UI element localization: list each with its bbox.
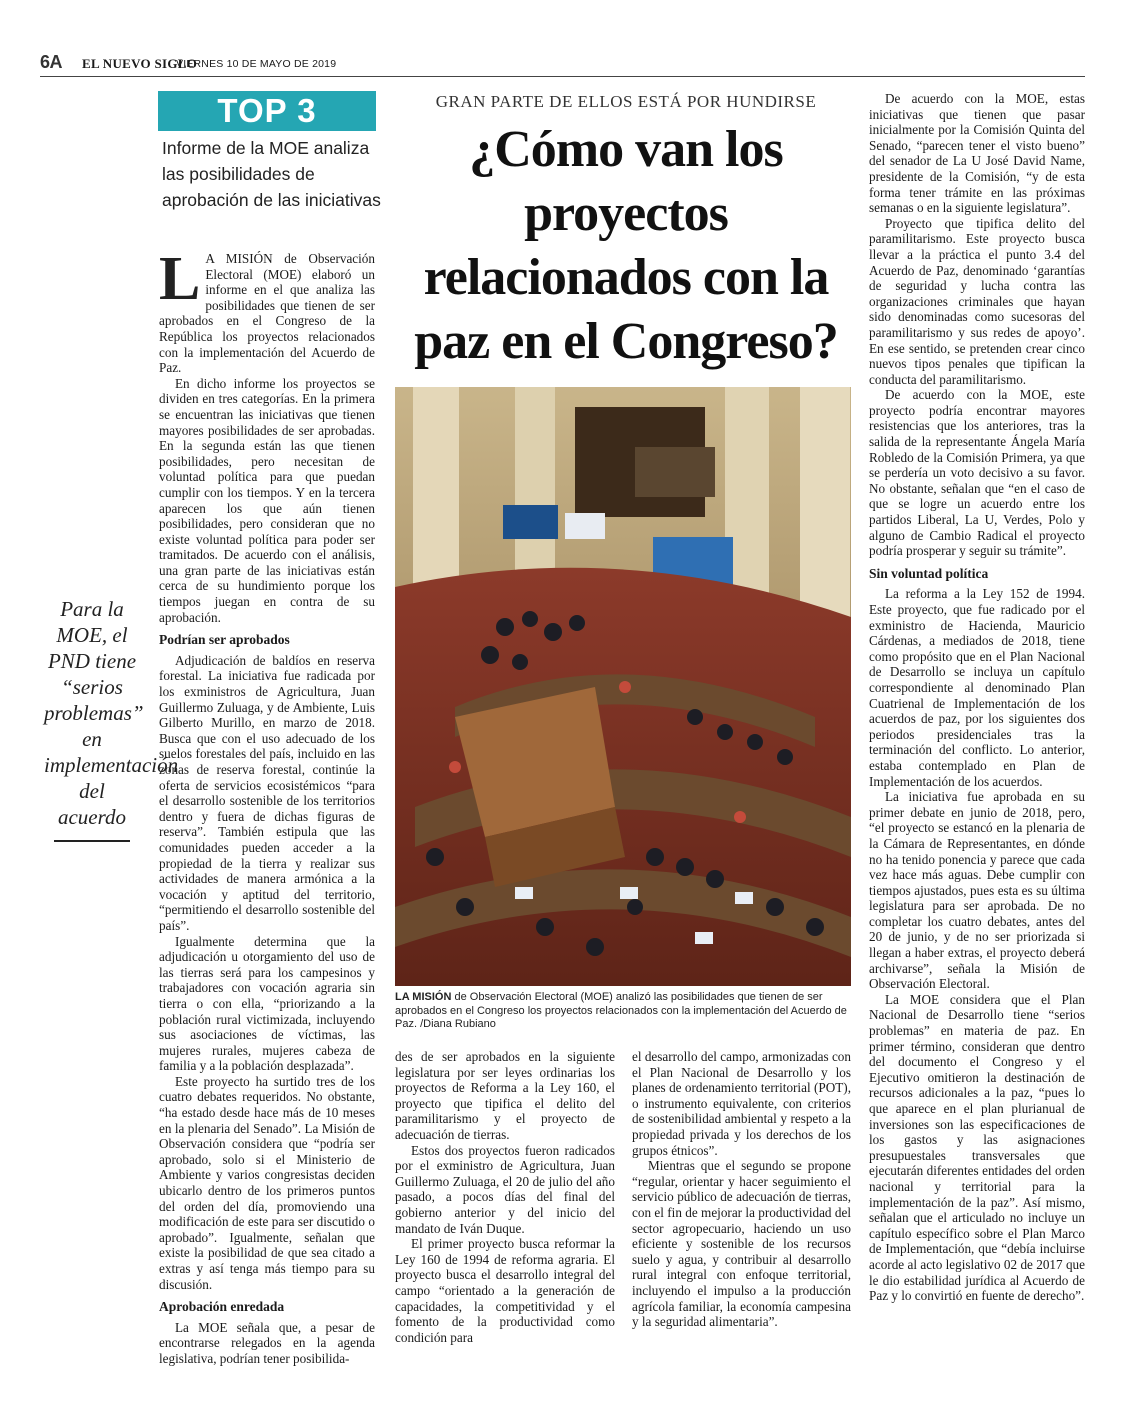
subheading: Aprobación enredada [159, 1299, 285, 1315]
drop-cap: L [159, 245, 201, 313]
page-number: 6A [40, 52, 63, 72]
masthead-rule [40, 76, 1085, 77]
paragraph: La MOE considera que el Plan Nacional de Desarrollo tiene “serios problemas” en materia de paz. En primer término, consideran que dentro del documento el Congreso y el Ejecutivo omitieron la destinación de recursos adicionales a la paz, “pues lo que aparece en el plan plurianual de inversiones son las especificaciones de los gastos y las asignaciones presupuestales transversales que ejecutarán diferentes entidades del orden nacional y territorial para la implementación de la paz”. Así mismo, señalan que el articulado no incluye un capítulo específico sobre el Plan Marco de Implementación, que “debía incluirse acorde al acto legislativo 02 de 2017 que le dio estabilidad jurídica al Acuerdo de Paz y lo convirtió en fuente de derecho”. [869, 991, 1085, 1304]
paragraph: des de ser aprobados en la siguiente legislatura por ser leyes ordinarias los proyectos de Reforma a la Ley 160, el proyecto que tipifica el delito del paramilitarismo y el proyecto de adecuación de tierras. [395, 1049, 615, 1142]
paragraph: La MOE señala que, a pesar de encontrarse relegados en la agenda legislativa, podrían tener posibilida- [159, 1319, 375, 1366]
publication-date: VIERNES 10 DE MAYO DE 2019 [176, 58, 337, 70]
paragraph: La iniciativa fue aprobada en su primer debate en junio de 2018, pero, “el proyecto se estancó en la plenaria de la Cámara de Representantes, en dónde no ha tenido ponencia y parece que cada vez hace más aguas. Debe cumplir con tiempos ajustados, pues esta es su última legislatura para ser aprobada. De no completar los cuatro debates, antes del 20 de junio, y de no ser priorizada si llegan a haber extras, el proyecto deberá archivarse”, señala la Misión de Observación Electoral. [869, 789, 1085, 992]
congress-chamber-photo [395, 387, 851, 986]
subheading: Sin voluntad política [869, 565, 989, 581]
caption-text: de Observación Electoral (MOE) analizó las posibilidades que tienen de ser aprobados en el Congreso los proyectos relacionados con la implementación del Acuerdo de Paz. /Diana Rubiano [395, 991, 847, 1031]
pull-quote: Para la MOE, el PND tiene “serios problemas” en implementación del acuerdo [44, 597, 179, 829]
paragraph: El primer proyecto busca reformar la Ley 160 de 1994 de reforma agraria. El proyecto busca el desarrollo integral del campo “orientado a la generación de capacidades, la competitividad y el fomento de la productividad como condición para [395, 1236, 615, 1345]
article-column-4 [869, 91, 1085, 1304]
lead-paragraph [159, 245, 375, 376]
paragraph: Igualmente determina que la adjudicación u otorgamiento del uso de las tierras será para los campesinos y trabajadores con vocación agraria sin tierra o con ella, “priorizando a la población rural victimizada, incluyendo sus asociaciones de víctimas, las mujeres rurales, mujeres cabeza de familia y a la población desplazada”. [159, 933, 375, 1074]
photo-caption [395, 991, 851, 1032]
article-kicker: GRAN PARTE DE ELLOS ESTÁ POR HUNDIRSE [435, 92, 817, 111]
publication-name: EL NUEVO SIGLO [82, 56, 198, 71]
pull-quote-rule [54, 840, 130, 842]
article-column-3 [632, 1049, 851, 1330]
article-column-2 [395, 1049, 615, 1345]
paragraph: Proyecto que tipifica delito del paramilitarismo. Este proyecto busca llevar a la práctica el punto 3.4 del Acuerdo de Paz, denominado ‘garantías de seguridad y lucha contra las organizaciones criminales que hayan sido denominadas como sucesoras del paramilitarismo y sus redes de apoyo’. En ese sentido, se pretenden crear cinco nuevos tipos penales que tipifican la conducta del paramilitarismo. [869, 215, 1085, 387]
paragraph: La reforma a la Ley 152 de 1994. Este proyecto, que fue radicado por el exministro de Hacienda, Mauricio Cárdenas, a mediados de 2018, tiene como propósito que en el Plan Nacional de Desarrollo se incluya un capítulo correspondiente al denominado Plan Cuatrienal de Implementación de los acuerdos de paz, por los siguientes dos periodos presidenciales tras la terminación del conflicto. Lo anterior, estaba contemplado en Plan de Implementación de los acuerdos. [869, 586, 1085, 789]
top3-badge: TOP 3 [158, 91, 376, 131]
subheading: Podrían ser aprobados [159, 632, 290, 648]
paragraph: En dicho informe los proyectos se dividen en tres categorías. En la primera se encuentran las iniciativas que tienen mayores posibilidades de ser aprobadas. En la segunda están las que tienen posibilidades, pero necesitan de voluntad política para que puedan cumplir con los tiempos. Y en la tercera aparecen los que aún tienen posibilidades, pero consideran que no existe voluntad política para poder ser tramitados. De acuerdo con el análisis, una gran parte de las iniciativas están cerca de su hundimiento porque los tiempos juegan en contra de su aprobación. [159, 375, 375, 625]
top3-subtitle: Informe de la MOE analiza las posibilidades de aprobación de las iniciativas [162, 138, 381, 210]
article-headline: ¿Cómo van los proyectos relacionados con la paz en el Congreso? [414, 121, 838, 370]
caption-lead: LA MISIÓN [395, 991, 452, 1003]
paragraph: De acuerdo con la MOE, estas iniciativas que tienen que pasar inicialmente por la Comisión Quinta del Senado, “parecen tener el visto bueno” del senador de La U José David Name, presidente de la Comisión, “y de esta forma tener trámite en las próximas semanas o en la siguiente legislatura”. [869, 91, 1085, 216]
paragraph: Este proyecto ha surtido tres de los cuatro debates requeridos. No obstante, “ha estado desde hace más de 10 meses en la plenaria del Senado”. La Misión de Observación considera que “podría ser aprobado, solo si el Ministerio de Ambiente y varios congresistas deciden ubicarlo dentro de los primeros puntos del orden del día, promoviendo una modificación de este para ser discutido o aprobado”. Igualmente, señalan que existe la posibilidad de que sea citado a extras y así tenga más tiempo para su discusión. [159, 1073, 375, 1292]
lead-text: A MISIÓN de Observación Electoral (MOE) elaboró un informe en el que analiza las posibilidades que tienen de ser aprobados en el Congreso de la República los proyectos relacionados con la implementación del Acuerdo de Paz. [159, 251, 375, 376]
paragraph: el desarrollo del campo, armonizadas con el Plan Nacional de Desarrollo y los planes de ordenamiento territorial (POT), o instrumento equivalente, con criterios de sostenibilidad ambiental y respeto a la propiedad privada y los derechos de los grupos étnicos”. [632, 1049, 851, 1158]
article-column-1 [159, 245, 375, 1367]
paragraph: Adjudicación de baldíos en reserva forestal. La iniciativa fue radicada por los exministros de Agricultura, Juan Guillermo Zuluaga, y de Ambiente, Luis Gilberto Murillo, en marzo de 2018. Busca que con el uso adecuado de los suelos forestales del país, incluido en las zonas de reserva forestal, continúe la oferta de servicios ecosistémicos “para el desarrollo sostenible de los territorios dentro y fuera de dichas figuras de reserva”. También estipula que las comunidades pueden acceder a la propiedad de la tierra y realizar sus actividades de manera armónica a la vocación y aptitud del territorio, “permitiendo el desarrollo sostenible del país”. [159, 652, 375, 933]
paragraph: Estos dos proyectos fueron radicados por el exministro de Agricultura, Juan Guillermo Zuluaga, el 20 de julio del año pasado, a pocos días del final del gobierno anterior y del inicio del mandato de Iván Duque. [395, 1142, 615, 1236]
paragraph: De acuerdo con la MOE, este proyecto podría encontrar mayores resistencias que los anteriores, tras la salida de la representante Ángela María Robledo de la Comisión Primera, ya que se perdería un voto decisivo a su favor. No obstante, señalan que “en el caso de que se logre un acuerdo entre los partidos Liberal, La U, Verdes, Polo y alguno de Cambio Radical el proyecto podría prosperar y seguir su trámite”. [869, 387, 1085, 559]
paragraph: Mientras que el segundo se propone “regular, orientar y hacer seguimiento el servicio público de adecuación de tierras, con el fin de mejorar la productividad del sector agropecuario, haciendo un uso eficiente y sostenible de los recursos suelo y agua, y contribuir al desarrollo rural integral con enfoque territorial, incluyendo el impulso a la producción agrícola familiar, la economía campesina y la seguridad alimentaria”. [632, 1158, 851, 1330]
